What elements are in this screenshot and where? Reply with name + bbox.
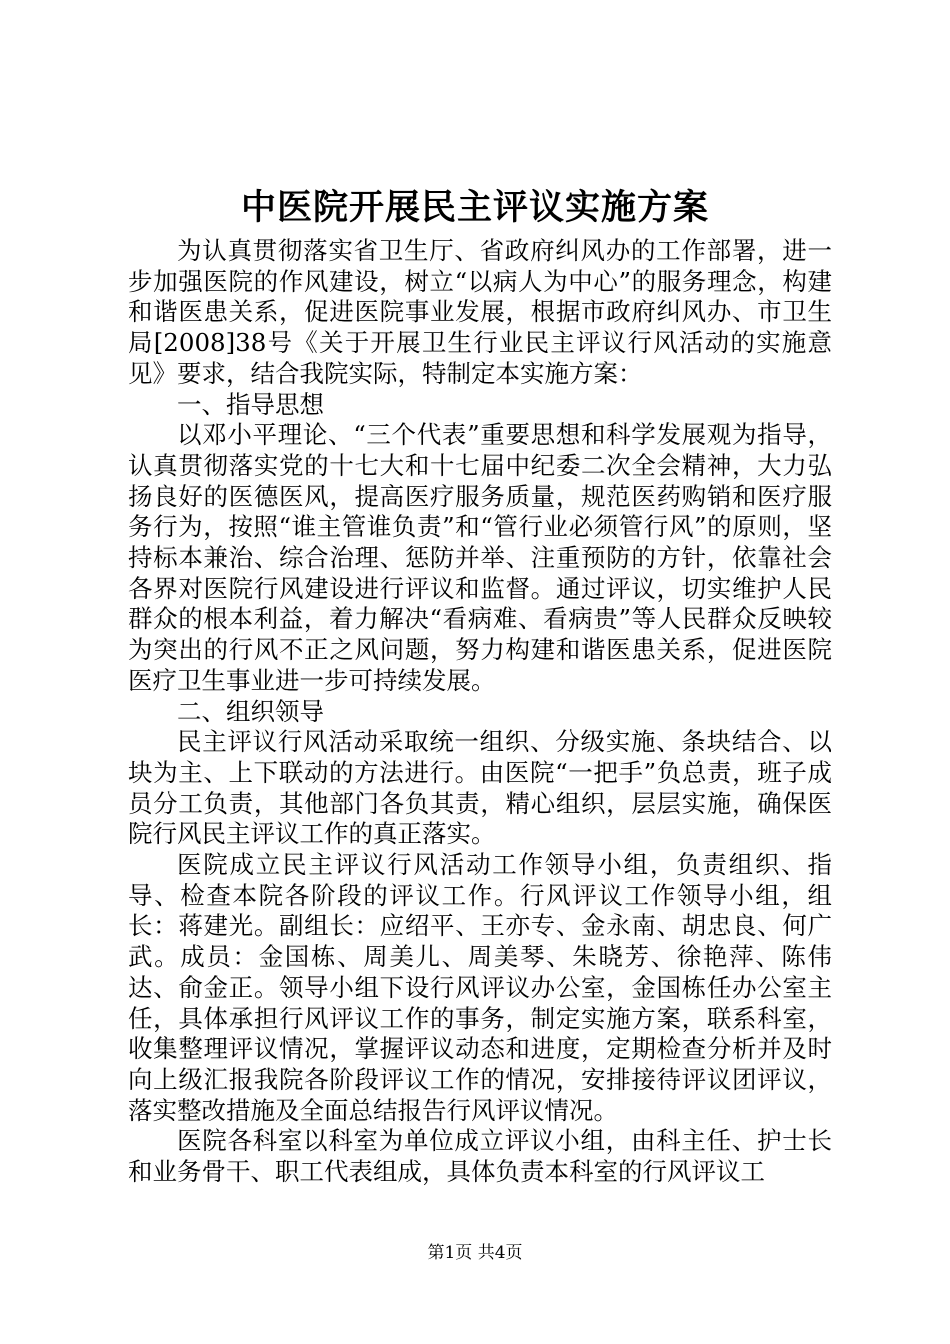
organization-paragraph: 民主评议行风活动采取统一组织、分级实施、条块结合、以块为主、上下联动的方法进行。由医院“一把手”负总责，班子成员分工负责，其他部门各负其责，精心组织，层层实施，确保医院行风民主评议工作的真正落实。: [128, 727, 832, 849]
section-heading-organization: 二、组织领导: [177, 696, 324, 726]
section-heading-guiding-ideology: 一、指导思想: [177, 389, 324, 419]
department-group-paragraph: 医院各科室以科室为单位成立评议小组，由科主任、护士长和业务骨干、职工代表组成，具体负责本科室的行风评议工: [128, 1126, 832, 1187]
page-number-footer: 第1页 共4页: [427, 1243, 523, 1263]
intro-paragraph: 为认真贯彻落实省卫生厅、省政府纠风办的工作部署，进一步加强医院的作风建设，树立“以病人为中心”的服务理念，构建和谐医患关系，促进医院事业发展，根据市政府纠风办、市卫生局[2008]38号《关于开展卫生行业民主评议行风活动的实施意见》要求，结合我院实际，特制定本实施方案：: [128, 236, 832, 388]
leadership-group-paragraph: 医院成立民主评议行风活动工作领导小组，负责组织、指导、检查本院各阶段的评议工作。行风评议工作领导小组，组长：蒋建光。副组长：应绍平、王亦专、金永南、胡忠良、何广武。成员：金国栋、周美儿、周美琴、朱晓芳、徐艳萍、陈伟达、俞金正。领导小组下设行风评议办公室，金国栋任办公室主任，具体承担行风评议工作的事务，制定实施方案，联系科室，收集整理评议情况，掌握评议动态和进度，定期检查分析并及时向上级汇报我院各阶段评议工作的情况，安排接待评议团评议，落实整改措施及全面总结报告行风评议情况。: [128, 850, 832, 1125]
guiding-ideology-paragraph: 以邓小平理论、“三个代表”重要思想和科学发展观为指导，认真贯彻落实党的十七大和十七届中纪委二次全会精神，大力弘扬良好的医德医风，提高医疗服务质量，规范医药购销和医疗服务行为，按照“谁主管谁负责”和“管行业必须管行风”的原则，坚持标本兼治、综合治理、惩防并举、注重预防的方针，依靠社会各界对医院行风建设进行评议和监督。通过评议，切实维护人民群众的根本利益，着力解决“看病难、看病贵”等人民群众反映较为突出的行风不正之风问题，努力构建和谐医患关系，促进医院医疗卫生事业进一步可持续发展。: [128, 420, 832, 695]
document-body: [128, 236, 832, 1188]
document-title: 中医院开展民主评议实施方案: [240, 187, 709, 228]
